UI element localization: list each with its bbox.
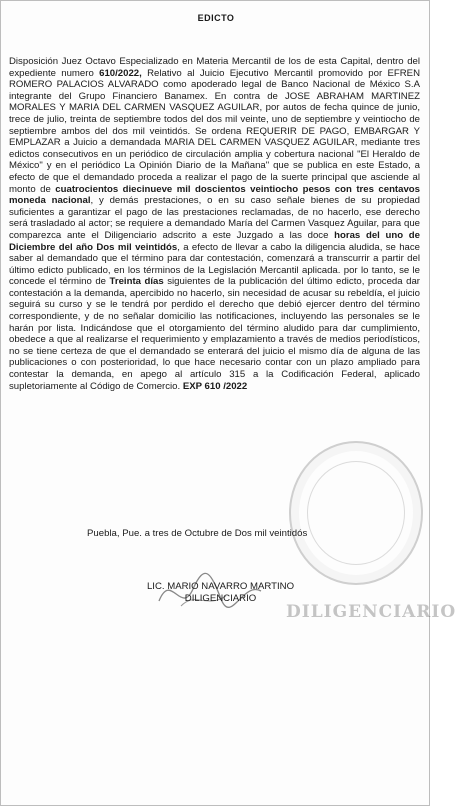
body-text-2: Relativo al Juicio Ejecutivo Mercantil promovido por EFREN ROMERO PALACIOS ALVARADO como apoderado legal de Banco Nacional de México S.A integrante del Grupo Financiero Banamex. En contra de JOSE ABRAHAM MARTINEZ MORALES Y MARIA DEL CARMEN VASQUEZ AGUILAR, por autos de fecha quince de junio, trece de julio, treinta de septiembre todos del dos mil veinte, uno de septiembre y veintiocho de septiembre ambos del dos mil veintidós. Se ordena REQUERIR DE PAGO, EMBARGAR Y EMPLAZAR a Juicio a demandada MARIA DEL CARMEN VASQUEZ AGUILAR, mediante tres edictos consecutivos en un periódico de circulación amplia y cobertura nacional "El Heraldo de México" y en el periódico La Opinión Diario de la Mañana" que se publica en este Estado, a efecto de que el demandado proceda a realizar el pago de la suerte principal que asciende al monto de bbox=[9, 67, 420, 195]
body-text-1: Disposición Juez Octavo Especializado en Materia Mercantil de los de esta Capital, dentro del expediente numero bbox=[9, 56, 420, 79]
expediente-number: 610/2022, bbox=[99, 67, 142, 79]
term-days: Treinta días bbox=[109, 276, 164, 288]
court-seal-inner-ring bbox=[307, 461, 405, 565]
edicto-paragraph bbox=[9, 56, 420, 392]
expediente-footer: EXP 610 /2022 bbox=[182, 380, 248, 392]
amount-text: cuatrocientos diecinueve mil doscientos veintiocho pesos con tres centavos moneda nacional bbox=[9, 183, 420, 207]
body-text-4: , a efecto de llevar a cabo la diligencia aludida, se hace saber al demandado que el término para dar contestación, comenzará a transcurrir a partir del último edicto publicado, en los términos de la Legislación Mercantil aplicada. por lo tanto, se le concede el término de bbox=[9, 241, 421, 288]
signatory-role: DILIGENCIARIO bbox=[184, 593, 257, 604]
signatory-name: LIC. MARIO NAVARRO MARTINO bbox=[146, 581, 295, 592]
document-title: EDICTO bbox=[197, 13, 235, 23]
place-date: Puebla, Pue. a tres de Octubre de Dos mil veintidós bbox=[87, 528, 308, 539]
edicto-body bbox=[9, 56, 420, 392]
body-text-5: siguientes de la publicación del último edicto, proceda dar contestación a la demanda, apercibido no hacerlo, sin necesidad de acusar su rebeldía, el juicio seguirá su curso y se le tendrá por perdido el derecho que debió ejercer dentro del término correspondiente, y de no señalar domicilio las notificaciones, incluyendo las personales se le harán por lista. Indicándose que el otorgamiento del término aludido para dar cumplimiento, obedece a que al realizarse el requerimiento y emplazamiento a través de medios periodísticos, no se tiene certeza de que el demandado se enterará del juicio el mismo día de alguna de las publicaciones o con posterioridad, lo que hace necesario contar con un plazo ampliado para contestar la demanda, en apego al artículo 315 a la Codificación Federal, aplicado supletoriamente al Código de Comercio. bbox=[9, 276, 420, 392]
diligenciario-rubber-stamp: DILIGENCIARIO bbox=[286, 602, 456, 622]
body-text-3: , y demás prestaciones, o en su caso señale bienes de su propiedad suficientes a garantizar el pago de las prestaciones reclamadas, de no hacerlo, ese derecho será trasladado al actor; se requiere a demandado María del Carmen Vasquez Aguilar, para que comparezca ante el Diligenciario adscrito a este Juzgado a las doce bbox=[9, 195, 420, 241]
hearing-date: horas del uno de Diciembre del año Dos mil veintidós bbox=[9, 229, 420, 253]
court-seal-stamp bbox=[289, 441, 423, 585]
